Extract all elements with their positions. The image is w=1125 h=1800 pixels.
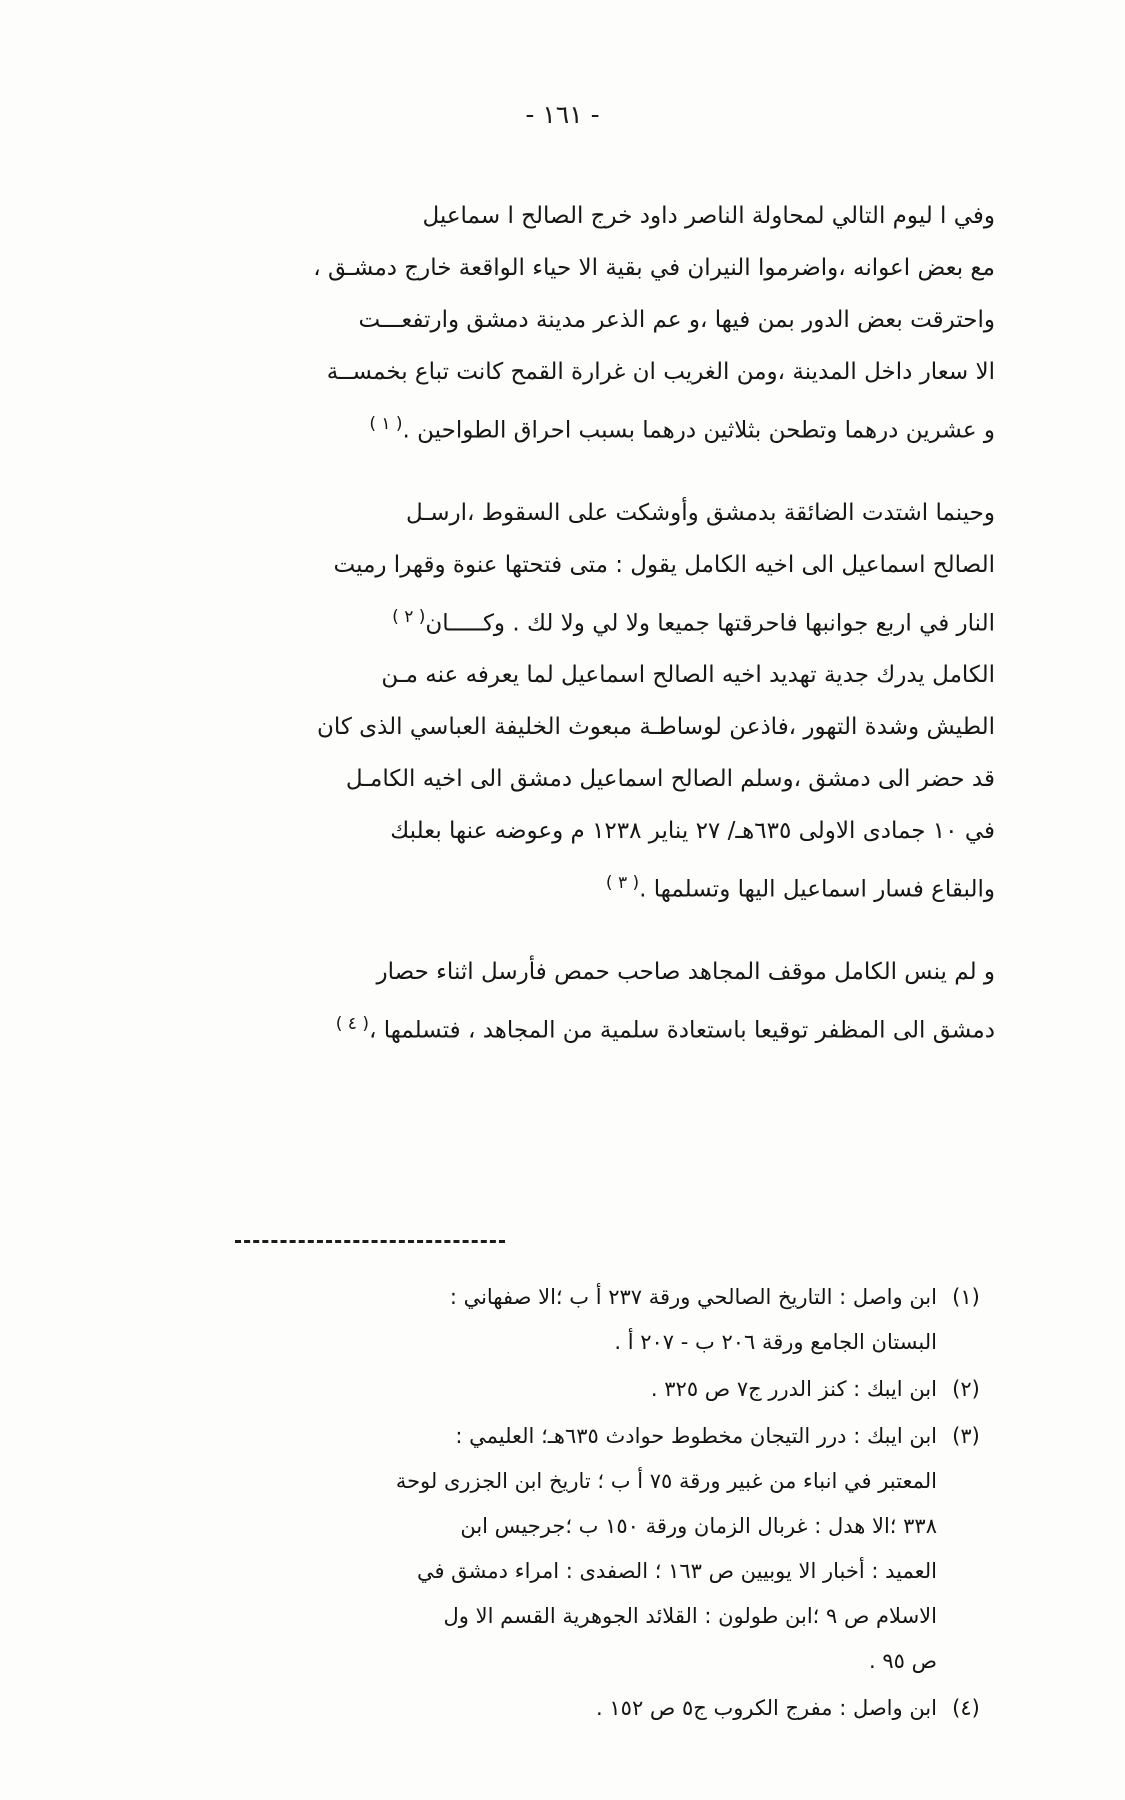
footnote-line: ص ٩٥ .: [869, 1649, 937, 1673]
footnote-line: ابن واصل : التاريخ الصالحي ورقة ٢٣٧ أ ب ؛الا صفهاني :: [449, 1285, 937, 1309]
footnote-line: ابن واصل : مفرج الكروب ج٥ ص ١٥٢ .: [596, 1696, 937, 1720]
paragraph-1-line-4: الا سعار داخل المدينة ،ومن الغريب ان غرارة القمح كانت تباع بخمســة: [326, 359, 995, 385]
paragraph-1-line-2: مع بعض اعوانه ،واضرموا النيران في بقية الا حياء الواقعة خارج دمشـق ،: [313, 255, 995, 281]
paragraph-2-line-8: والبقاع فسار اسماعيل اليها وتسلمها .$^{( ٣ )}$: [605, 873, 995, 903]
footnote-item: [190, 1686, 995, 1731]
paragraph-1-line-5: و عشرين درهما وتطحن بثلاثين درهما بسبب احراق الطواحين .$^{( ١ )}$: [369, 414, 995, 444]
footnote-number: (٣): [952, 1424, 980, 1448]
footnote-text: [190, 1275, 937, 1365]
paragraph-3-line-1: و لم ينس الكامل موقف المجاهد صاحب حمص فأرسل اثناء حصار: [376, 958, 995, 985]
footnote-number: (٢): [952, 1377, 980, 1401]
footnote-separator: [235, 1240, 505, 1243]
footnote-line: العميد : أخبار الا يوبيين ص ١٦٣ ؛ الصفدى : امراء دمشق في: [416, 1559, 937, 1583]
footnote-item: [190, 1367, 995, 1412]
footnote-line: ابن ايبك : كنز الدرر ج٧ ص ٣٢٥ .: [650, 1377, 937, 1401]
footnote-item: [190, 1275, 995, 1365]
footnote-line: ابن ايبك : درر التيجان مخطوط حوادث ٦٣٥هـ؛ العليمي :: [455, 1424, 937, 1448]
paragraph-2-line-2: الصالح اسماعيل الى اخيه الكامل يقول : متى فتحتها عنوة وقهرا رميت: [333, 551, 995, 578]
paragraph-2-line-4: الكامل يدرك جدية تهديد اخيه الصالح اسماعيل لما يعرفه عنه مـن: [381, 662, 995, 689]
footnote-line: البستان الجامع ورقة ٢٠٦ ب - ٢٠٧ أ .: [614, 1330, 937, 1354]
paragraph-3-line-2: دمشق الى المظفر توقيعا باستعادة سلمية من المجاهد ، فتسلمها ،$^{( ٤ )}$: [335, 1013, 995, 1044]
paragraph-2-line-3: النار في اربع جوانبها فاحرقتها جميعا ولا لي ولا لك . وكـــــان$^{( ٢ )}$: [392, 606, 995, 637]
footnote-text: [190, 1686, 937, 1731]
footnote-item: [190, 1414, 995, 1684]
paragraph-1-line-3: واحترقت بعض الدور بمن فيها ،و عم الذعر مدينة دمشق وارتفعـــت: [358, 307, 995, 333]
paragraph-2-line-5: الطيش وشدة التهور ،فاذعن لوساطـة مبعوث الخليفة العباسي الذى كان: [316, 714, 995, 741]
reference-mark-2: ( ٢ ): [392, 606, 426, 627]
paragraph-3: [110, 946, 995, 1057]
reference-mark-4: ( ٤ ): [335, 1013, 369, 1034]
paragraph-2-line-1: وحينما اشتدت الضائقة بدمشق وأوشكت على السقوط ،ارسـل: [406, 499, 995, 526]
paragraph-2-line-6: قد حضر الى دمشق ،وسلم الصالح اسماعيل دمشق الى اخيه الكامـل: [345, 766, 995, 793]
paragraph-2: [110, 487, 995, 916]
footnote-line: الاسلام ص ٩ ؛ابن طولون : القلائد الجوهرية القسم الا ول: [443, 1604, 937, 1628]
footnotes-section: [190, 1275, 995, 1733]
footnote-line: المعتبر في انباء من غبير ورقة ٧٥ أ ب ؛ تاريخ ابن الجزرى لوحة: [395, 1469, 937, 1493]
footnote-line: ٣٣٨ ؛الا هدل : غربال الزمان ورقة ١٥٠ ب ؛جرجيس ابن: [460, 1514, 937, 1538]
page-number: - ١٦١ -: [525, 100, 600, 129]
footnote-text: [190, 1367, 937, 1412]
paragraph-1-line-1: وفي ا ليوم التالي لمحاولة الناصر داود خرج الصالح ا سماعيل: [422, 203, 995, 229]
reference-mark-3: ( ٣ ): [605, 873, 640, 894]
footnote-text: [190, 1414, 937, 1684]
body-text: [110, 190, 995, 1063]
paragraph-1: [110, 190, 995, 457]
footnote-number: (١): [952, 1285, 980, 1309]
footnote-number: (٤): [952, 1696, 980, 1720]
paragraph-2-line-7: في ١٠ جمادى الاولى ٦٣٥هـ/ ٢٧ يناير ١٢٣٨ م وعوضه عنها بعلبك: [390, 818, 995, 845]
reference-mark-1: ( ١ ): [369, 414, 403, 434]
